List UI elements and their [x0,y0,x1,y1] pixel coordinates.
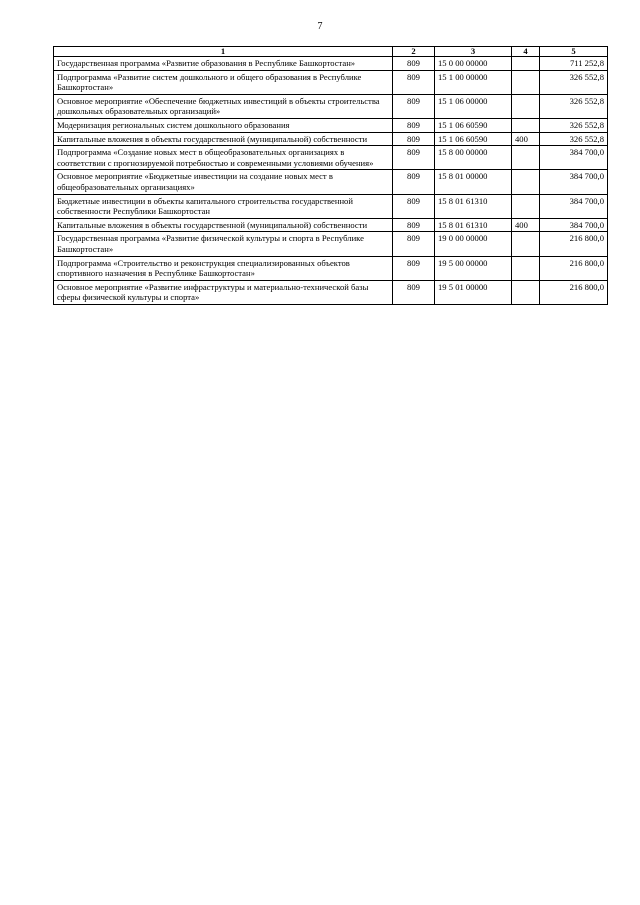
column-header-name: 1 [54,47,393,57]
page-number: 7 [317,21,323,32]
row-admin: 809 [393,194,435,218]
row-sum: 326 552,8 [540,70,608,94]
table-row [54,132,608,146]
row-name: Основное мероприятие «Развитие инфраструктуры и материально-технической базы сферы физической культуры и спорта» [54,280,393,304]
row-name: Капитальные вложения в объекты государственной (муниципальной) собственности [54,132,393,146]
row-name: Бюджетные инвестиции в объекты капитального строительства государственной собственности Республики Башкортостан [54,194,393,218]
row-type [512,118,540,132]
row-code: 15 8 01 61310 [435,194,512,218]
row-type: 400 [512,218,540,232]
row-sum: 326 552,8 [540,94,608,118]
table-row [54,170,608,194]
table-row [54,280,608,304]
table-row [54,57,608,71]
row-code: 15 1 00 00000 [435,70,512,94]
row-code: 15 1 06 60590 [435,118,512,132]
row-admin: 809 [393,118,435,132]
row-admin: 809 [393,146,435,170]
row-sum: 216 800,0 [540,280,608,304]
table-row [54,232,608,256]
row-name: Подпрограмма «Создание новых мест в общеобразовательных организациях в соответствии с прогнозируемой потребностью и современными условиями обучения» [54,146,393,170]
row-name: Подпрограмма «Строительство и реконструкция специализированных объектов спортивного назначения в Республике Башкортостан» [54,256,393,280]
row-code: 19 5 01 00000 [435,280,512,304]
table-row [54,194,608,218]
row-admin: 809 [393,232,435,256]
row-type [512,232,540,256]
row-type: 400 [512,132,540,146]
row-name: Модернизация региональных систем дошкольного образования [54,118,393,132]
table-row [54,146,608,170]
row-sum: 326 552,8 [540,132,608,146]
row-admin: 809 [393,256,435,280]
row-admin: 809 [393,218,435,232]
column-header-code: 3 [435,47,512,57]
row-name: Подпрограмма «Развитие систем дошкольного и общего образования в Республике Башкортостан» [54,70,393,94]
row-admin: 809 [393,170,435,194]
budget-table [53,46,608,305]
row-sum: 326 552,8 [540,118,608,132]
row-sum: 711 252,8 [540,57,608,71]
row-code: 15 1 06 00000 [435,94,512,118]
table-row [54,70,608,94]
row-code: 19 5 00 00000 [435,256,512,280]
row-sum: 384 700,0 [540,170,608,194]
table-row [54,256,608,280]
row-code: 15 8 01 61310 [435,218,512,232]
row-type [512,57,540,71]
row-name: Основное мероприятие «Бюджетные инвестиции на создание новых мест в общеобразовательных организациях» [54,170,393,194]
row-name: Государственная программа «Развитие образования в Республике Башкортостан» [54,57,393,71]
row-admin: 809 [393,280,435,304]
row-sum: 384 700,0 [540,218,608,232]
row-name: Государственная программа «Развитие физической культуры и спорта в Республике Башкортостан» [54,232,393,256]
row-sum: 216 800,0 [540,232,608,256]
row-type [512,146,540,170]
row-code: 19 0 00 00000 [435,232,512,256]
table-row [54,94,608,118]
row-admin: 809 [393,70,435,94]
row-code: 15 8 00 00000 [435,146,512,170]
column-header-sum: 5 [540,47,608,57]
column-header-type: 4 [512,47,540,57]
row-name: Капитальные вложения в объекты государственной (муниципальной) собственности [54,218,393,232]
row-code: 15 0 00 00000 [435,57,512,71]
row-admin: 809 [393,94,435,118]
row-sum: 384 700,0 [540,194,608,218]
table-row [54,118,608,132]
row-type [512,70,540,94]
table-header-row [54,47,608,57]
row-type [512,194,540,218]
row-code: 15 1 06 60590 [435,132,512,146]
row-name: Основное мероприятие «Обеспечение бюджетных инвестиций в объекты строительства дошкольных образовательных организаций» [54,94,393,118]
row-admin: 809 [393,132,435,146]
row-type [512,256,540,280]
row-sum: 216 800,0 [540,256,608,280]
row-admin: 809 [393,57,435,71]
row-sum: 384 700,0 [540,146,608,170]
row-code: 15 8 01 00000 [435,170,512,194]
row-type [512,280,540,304]
row-type [512,170,540,194]
column-header-admin: 2 [393,47,435,57]
table-row [54,218,608,232]
row-type [512,94,540,118]
